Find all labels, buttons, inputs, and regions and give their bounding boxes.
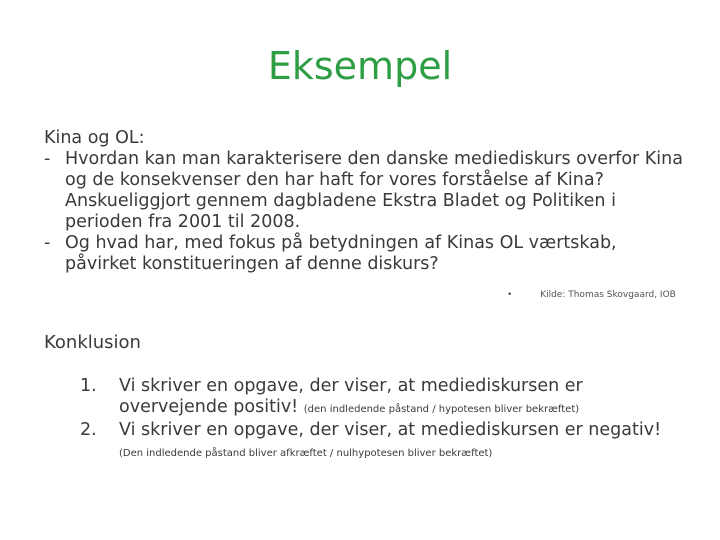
intro-heading: Kina og OL: — [44, 128, 145, 148]
conclusion-text: Vi skriver en opgave, der viser, at mediediskursen er negativ! — [119, 420, 662, 440]
dash-marker: - — [44, 149, 51, 169]
list-number: 1. — [80, 376, 97, 396]
source-bullet: • — [507, 290, 513, 300]
conclusion-heading: Konklusion — [44, 332, 141, 353]
dash-marker: - — [44, 233, 51, 253]
conclusion-text: Vi skriver en opgave, der viser, at mediediskursen er overvejende positiv! — [119, 376, 583, 417]
conclusion-list — [80, 376, 680, 464]
intro-block — [44, 128, 684, 275]
question-item-2 — [44, 233, 684, 275]
conclusion-item-2 — [80, 420, 680, 464]
conclusion-note: (Den indledende påstand bliver afkræftet / nulhypotesen bliver bekræftet) — [119, 448, 493, 459]
list-number: 2. — [80, 420, 97, 440]
question-text: Og hvad har, med fokus på betydningen af Kinas OL værtskab, påvirket konstitueringen af denne diskurs? — [65, 233, 617, 274]
conclusion-note: (den indledende påstand / hypotesen bliver bekræftet) — [303, 404, 580, 415]
slide-title: Eksempel — [267, 44, 453, 88]
source-text: Kilde: Thomas Skovgaard, IOB — [540, 290, 676, 300]
question-text: Hvordan kan man karakterisere den danske mediediskurs overfor Kina og de konsekvenser den har haft for vores forståelse af Kina? Anskueliggjort gennem dagbladene Ekstra Bladet og Politiken i perioden fra 2001 til 2008. — [65, 149, 683, 232]
question-item-1 — [44, 149, 684, 233]
conclusion-item-1 — [80, 376, 680, 420]
source-note — [507, 290, 676, 300]
